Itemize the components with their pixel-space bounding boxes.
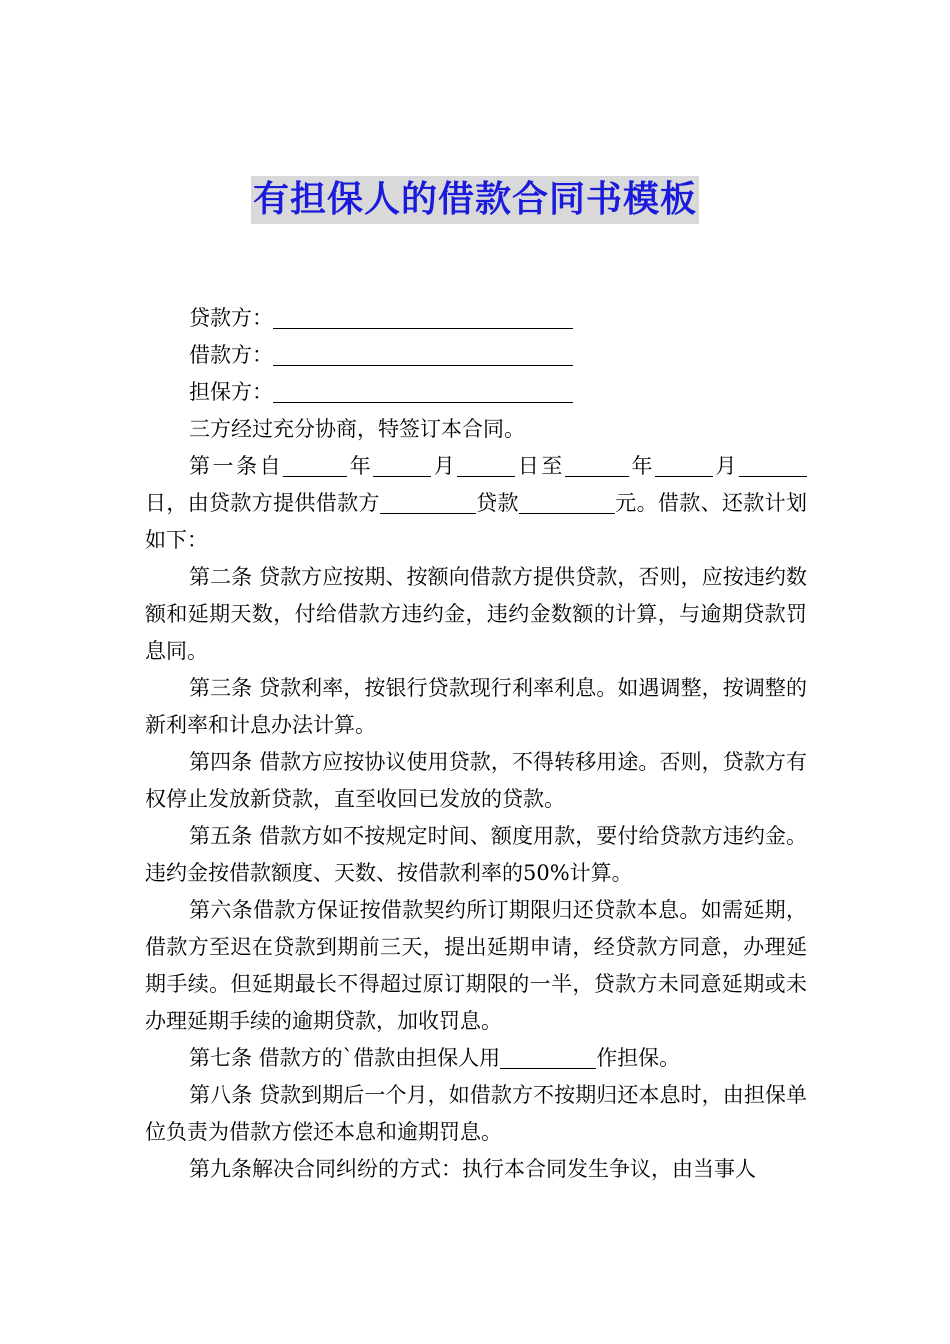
- article-8: 第八条 贷款到期后一个月，如借款方不按期归还本息时，由担保单位负责为借款方偿还本息和逾期罚息。: [145, 1083, 807, 1144]
- blank-field[interactable]: [457, 454, 515, 477]
- article-4: 第四条 借款方应按协议使用贷款，不得转移用途。否则，贷款方有权停止发放新贷款，直至收回已发放的贷款。: [145, 750, 807, 811]
- intro-paragraph: 三方经过充分协商，特签订本合同。: [189, 417, 525, 441]
- blank-field[interactable]: [273, 380, 573, 403]
- blank-field[interactable]: [773, 454, 807, 477]
- blank-field[interactable]: [373, 454, 431, 477]
- blank-field[interactable]: [655, 454, 713, 477]
- party-borrower: 借款方：: [145, 337, 807, 374]
- article-7: 第七条 借款方的`借款由担保人用 作担保。: [189, 1046, 681, 1070]
- blank-field[interactable]: [519, 491, 615, 514]
- blank-field[interactable]: [500, 1046, 596, 1069]
- article-1: 第一条自 年 月 日至 年 月日，由贷款方提供借款方 贷款 元。借款、还款计划如下：: [145, 454, 808, 552]
- document-title: 有担保人的借款合同书模板: [251, 176, 699, 224]
- article-2: 第二条 贷款方应按期、按额向借款方提供贷款，否则，应按违约数额和延期天数，付给借款方违约金，违约金数额的计算，与逾期贷款罚息同。: [145, 565, 807, 663]
- article-9: 第九条解决合同纠纷的方式：执行本合同发生争议，由当事人: [189, 1157, 756, 1181]
- blank-field[interactable]: [739, 454, 773, 477]
- article-3: 第三条 贷款利率，按银行贷款现行利率利息。如遇调整，按调整的新利率和计息办法计算。: [145, 676, 807, 737]
- document-body: [145, 300, 807, 1188]
- article-6: 第六条借款方保证按借款契约所订期限归还贷款本息。如需延期，借款方至迟在贷款到期前三天，提出延期申请，经贷款方同意，办理延期手续。但延期最长不得超过原订期限的一半，贷款方未同意延期或未办理延期手续的逾期贷款，加收罚息。: [145, 898, 807, 1033]
- party-guarantor: 担保方：: [145, 374, 807, 411]
- blank-field[interactable]: [380, 491, 476, 514]
- article-5: 第五条 借款方如不按规定时间、额度用款，要付给贷款方违约金。违约金按借款额度、天数、按借款利率的50%计算。: [145, 824, 807, 885]
- title-container: [0, 176, 950, 224]
- blank-field[interactable]: [273, 343, 573, 366]
- blank-field[interactable]: [283, 454, 347, 477]
- party-lender: 贷款方：: [145, 300, 807, 337]
- blank-field[interactable]: [273, 306, 573, 329]
- blank-field[interactable]: [565, 454, 629, 477]
